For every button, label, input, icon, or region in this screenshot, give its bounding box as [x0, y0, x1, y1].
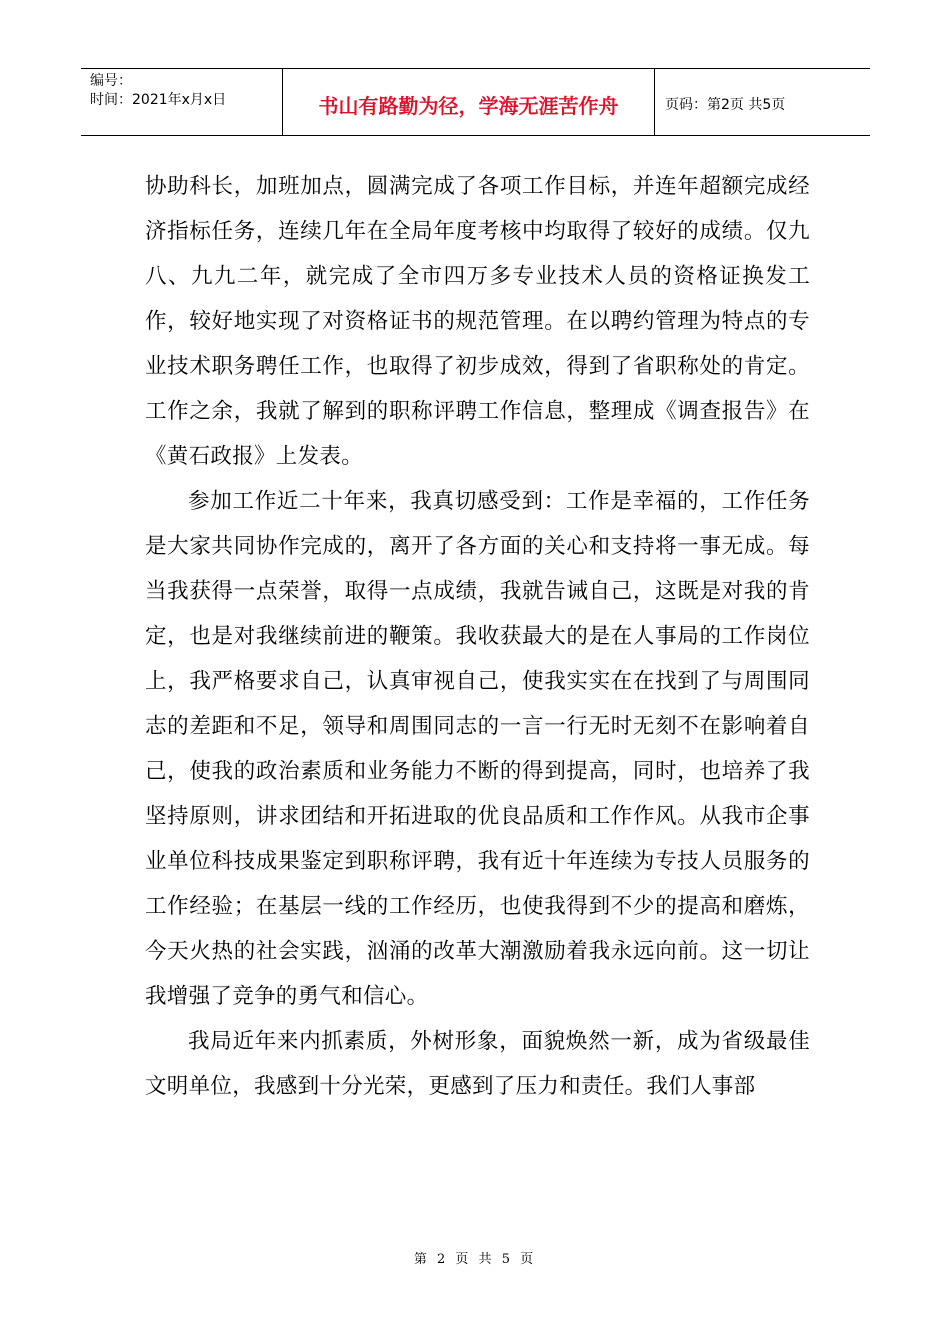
paragraph-2: 参加工作近二十年来，我真切感受到：工作是幸福的，工作任务是大家共同协作完成的，离开了各方面的关心和支持将一事无成。每当我获得一点荣誉，取得一点成绩，我就告诫自己，这既是对我的肯定，也是对我继续前进的鞭策。我收获最大的是在人事局的工作岗位上，我严格要求自己，认真审视自己，使我实实在在找到了与周围同志的差距和不足，领导和周围同志的一言一行无时无刻不在影响着自己，使我的政治素质和业务能力不断的得到提高，同时，也培养了我坚持原则，讲求团结和开拓进取的优良品质和工作作风。从我市企事业单位科技成果鉴定到职称评聘，我有近十年连续为专技人员服务的工作经验；在基层一线的工作经历，也使我得到不少的提高和磨炼，今天火热的社会实践，汹涌的改革大潮激励着我永远向前。这一切让我增强了竞争的勇气和信心。 [145, 489, 810, 1009]
paragraph-3: 我局近年来内抓素质，外树形象，面貌焕然一新，成为省级最佳文明单位，我感到十分光荣，更感到了压力和责任。我们人事部 [145, 1029, 810, 1099]
page-footer [0, 1248, 950, 1267]
page-info-text: 页码：第2页 共5页 [665, 97, 786, 113]
page-header [81, 68, 870, 136]
document-body [145, 164, 810, 1109]
header-page-info [655, 69, 870, 135]
header-meta [81, 69, 283, 135]
motto-text: 书山有路勤为径，学海无涯苦作舟 [318, 93, 619, 118]
paragraph-1: 协助科长，加班加点，圆满完成了各项工作目标，并连年超额完成经济指标任务，连续几年在全局年度考核中均取得了较好的成绩。仅九八、九九二年，就完成了全市四万多专业技术人员的资格证换发工作，较好地实现了对资格证书的规范管理。在以聘约管理为特点的专业技术职务聘任工作，也取得了初步成效，得到了省职称处的肯定。工作之余，我就了解到的职称评聘工作信息，整理成《调查报告》在《黄石政报》上发表。 [145, 174, 810, 469]
header-motto [283, 69, 655, 135]
document-date: 时间：2021年x月x日 [90, 92, 227, 108]
footer-page-number: 第 2 页 共 5 页 [413, 1252, 537, 1267]
document-number-label: 编号： [90, 73, 132, 89]
